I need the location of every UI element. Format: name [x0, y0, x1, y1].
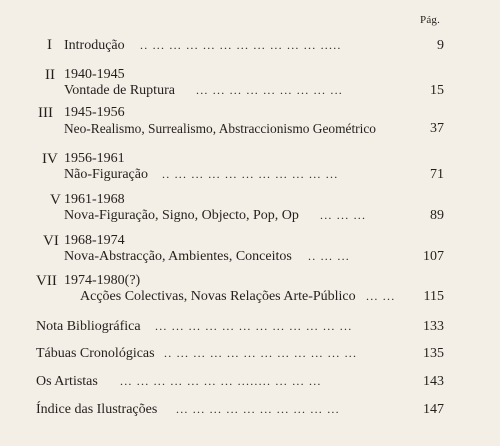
page-number: 71	[430, 167, 444, 182]
chapter-numeral: III	[38, 105, 53, 121]
page-number: 89	[430, 208, 444, 223]
chapter-title: Nova-Abstracção, Ambientes, Conceitos	[64, 249, 292, 264]
page-number: 135	[423, 346, 444, 361]
section-title: Os Artistas	[36, 374, 98, 389]
toc-entry-nova-figuracao[interactable]	[0, 191, 500, 231]
dot-leader: .. ... ... ... ... ... ... ... ... ... ...	[162, 167, 339, 181]
page-number: 107	[423, 249, 444, 264]
toc-entry-vontade-de-ruptura[interactable]	[0, 66, 500, 106]
page-number: 143	[423, 374, 444, 389]
dot-leader: ... ...	[366, 289, 396, 303]
chapter-title: Introdução	[64, 38, 125, 53]
chapter-title: Neo-Realismo, Surrealismo, Abstraccionismo Geométrico	[64, 121, 377, 136]
chapter-numeral: VII	[36, 273, 57, 289]
dot-leader: .. ... ... ... ... ... ... ... ... ... ... ...	[164, 346, 358, 360]
section-title: Índice das Ilustrações	[36, 402, 158, 417]
chapter-numeral: V	[50, 192, 61, 208]
chapter-numeral: IV	[42, 151, 58, 167]
toc-entry-accoes-colectivas[interactable]	[0, 272, 500, 312]
toc-entry-nova-abstraccao[interactable]	[0, 232, 500, 272]
page-number: 37	[430, 121, 444, 136]
chapter-title: Nova-Figuração, Signo, Objecto, Pop, Op	[64, 208, 299, 223]
chapter-date: 1940-1945	[64, 67, 125, 82]
toc-entry-nao-figuracao[interactable]	[0, 150, 500, 190]
chapter-date: 1956-1961	[64, 151, 125, 166]
toc-entry-tabuas-cronologicas[interactable]	[0, 345, 500, 365]
dot-leader: ... ... ... ... ... ... ... ... ... ...	[176, 402, 340, 416]
section-title: Tábuas Cronológicas	[36, 346, 155, 361]
dot-leader: ... ... ... ... ... ... ... ... ...	[196, 83, 343, 97]
dot-leader: .. ... ...	[308, 249, 350, 263]
chapter-date: 1945-1956	[64, 105, 125, 120]
page-column-header: Pág.	[420, 14, 441, 26]
chapter-numeral: VI	[43, 233, 59, 249]
toc-entry-neo-realismo[interactable]	[0, 104, 500, 144]
page-number: 115	[423, 289, 444, 304]
dot-leader: ... ... ... ... ... ... ... ... ... ... ... ...	[155, 319, 353, 333]
chapter-numeral: II	[45, 67, 55, 83]
toc-entry-os-artistas[interactable]	[0, 373, 500, 393]
page-number: 15	[430, 83, 444, 98]
dot-leader: ... ... ...	[320, 208, 367, 222]
page-number: 9	[437, 38, 444, 53]
toc-entry-indice-das-ilustracoes[interactable]	[0, 401, 500, 421]
chapter-title: Acções Colectivas, Novas Relações Arte-Público	[80, 289, 356, 304]
page-number: 133	[423, 319, 444, 334]
chapter-numeral: I	[47, 37, 52, 53]
chapter-date: 1968-1974	[64, 233, 125, 248]
toc-entry-nota-bibliografica[interactable]	[0, 318, 500, 338]
page-number: 147	[423, 402, 444, 417]
chapter-date: 1974-1980(?)	[64, 273, 141, 288]
dot-leader: .. ... ... ... ... ... ... ... ... ... ... .....	[140, 38, 342, 52]
chapter-date: 1961-1968	[64, 192, 125, 207]
chapter-title: Não-Figuração	[64, 167, 148, 182]
section-title: Nota Bibliográfica	[36, 319, 141, 334]
dot-leader: ... ... ... ... ... ... ... ........ ... ... ...	[120, 374, 322, 388]
chapter-title: Vontade de Ruptura	[64, 83, 175, 98]
